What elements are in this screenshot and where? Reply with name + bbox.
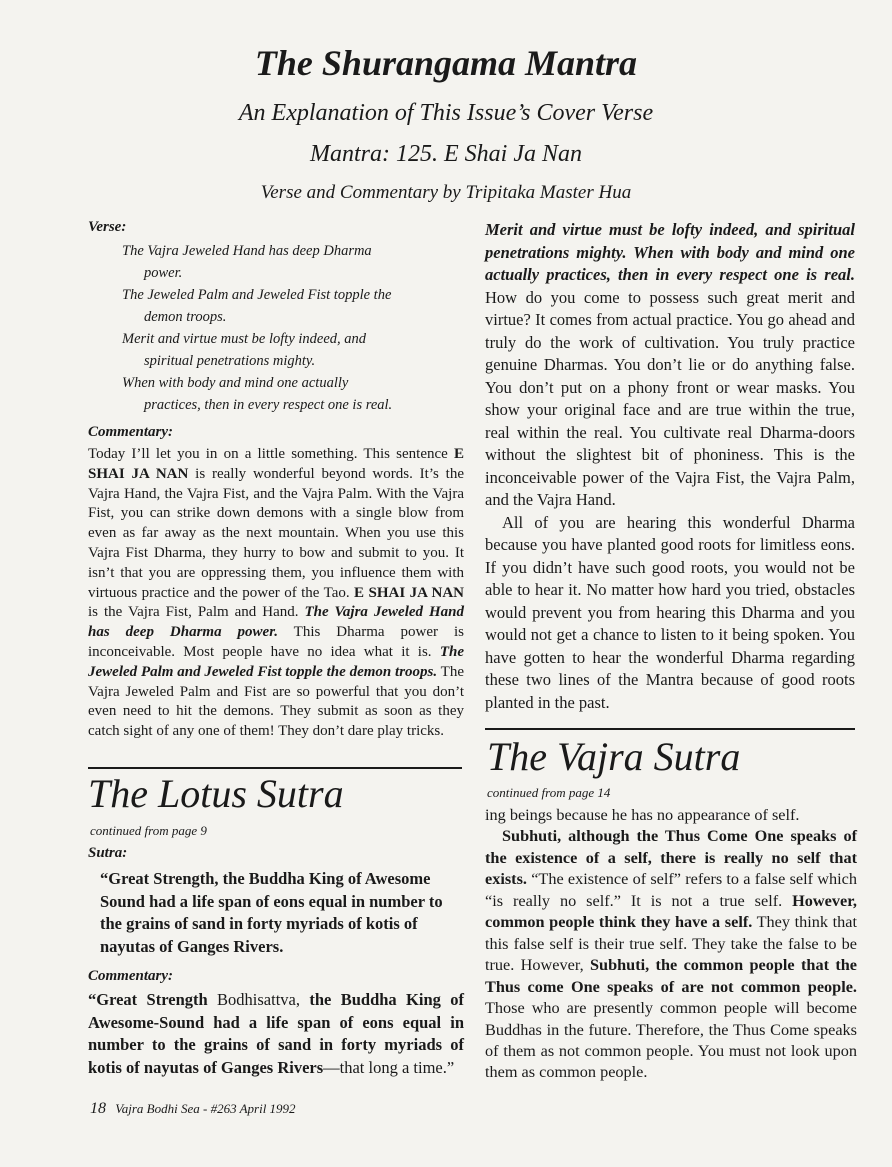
text-run: This Dharma power is inconceivable. Most people have no idea what it is. — [88, 624, 464, 660]
page-title: The Shurangama Mantra — [254, 43, 638, 83]
text-run: Today I’ll let you in on a little something. This sentence — [88, 446, 454, 462]
text-run: How do you come to possess such great merit and virtue? It comes from actual practice. You go ahead and truly do the work of cultivation. You truly practice genuine Dharmas. You don’t lie or do anything false. You don’t put on a phony front or wear masks. You show your original face and are true within the true, real within the real. You cultivate real Dharma-doors without the slightest bit of phoniness. This is the inconceivable power of the Vajra Fist, the Vajra Palm, and the Vajra Hand. — [485, 287, 855, 509]
commentary-continued — [485, 219, 855, 512]
lotus-sutra-body — [88, 845, 464, 1079]
publication-info: Vajra Bodhi Sea - #263 April 1992 — [115, 1101, 296, 1116]
sutra-label: Sutra: — [88, 845, 128, 861]
text-run: They think that this false self is their true self. They take the false to be true. However, — [485, 913, 857, 975]
commentary-label: Commentary: — [88, 424, 173, 440]
text-run-to-right-col: The Vajra Jeweled Palm and Fist are so powerful that you don’t even need to hit the demons. They submit as soon as they catch sight of any one of them! They don’t dare play tricks. — [88, 663, 464, 740]
vajra-paragraph — [485, 826, 857, 1083]
text-run: “Great Strength — [88, 990, 208, 1009]
subtitle: An Explanation of This Issue’s Cover Verse — [238, 100, 654, 126]
sutra-text: “Great Strength, the Buddha King of Awesome Sound had a life span of eons equal in number to the grains of sand in forty myriads of kotis of nayutas of Ganges Rivers. — [100, 869, 443, 956]
verse-line: The Vajra Jeweled Hand has deep Dharma — [122, 243, 372, 259]
verse-line-cont: spiritual penetrations mighty. — [144, 353, 316, 369]
commentary-paragraph-2: All of you are hearing this wonderful Dharma because you have planted good roots for limitless eons. If you didn’t have such good roots, you would not be able to hear it. No matter how hard you tried, obstacles would prevent you from hearing this Dharma and you would not get a chance to listen to it being spoken. You have gotten to hear the wonderful Dharma regarding these two lines of the Mantra because of good roots planted in the past. — [485, 512, 855, 712]
text-run: Those who are presently common people will become Buddhas in the future. Therefore, the Thus Come speaks of them as not common people. You must not look upon them as common people. — [485, 999, 857, 1082]
text-run: Bodhisattva, — [207, 990, 310, 1009]
verse-line-cont: practices, then in every respect one is real. — [144, 397, 393, 413]
verse-line: Merit and virtue must be lofty indeed, and — [122, 331, 367, 347]
mantra-article-left — [88, 219, 464, 742]
verse-line-cont: demon troops. — [144, 309, 227, 325]
mantra-article-right — [485, 219, 855, 714]
verse-line: When with body and mind one actually — [122, 375, 349, 391]
mantra-heading: Mantra: 125. E Shai Ja Nan — [310, 141, 582, 167]
vajra-sutra-title: The Vajra Sutra — [487, 734, 741, 779]
lotus-commentary — [88, 989, 464, 1079]
text-run: However, common people think they have a self. — [485, 891, 857, 932]
verse-block — [122, 240, 464, 416]
verse-quote: The Jeweled Palm and Jeweled Fist topple the demon troops. — [88, 643, 464, 680]
verse-quote: Merit and virtue must be lofty indeed, and spiritual penetrations mighty. When with body and mind one actually practices, then in every respect one is real. — [485, 220, 855, 284]
continued-note: continued from page 14 — [487, 785, 611, 800]
commentary-label: Commentary: — [88, 968, 173, 984]
lotus-sutra-title: The Lotus Sutra — [88, 771, 344, 816]
text-run: is really wonderful beyond words. It’s the Vajra Hand, the Vajra Fist, and the Vajra Palm. With the Vajra Fist, you can strike down demons with a single blow from even as far away as the next mountain. When you use this Vajra Fist Dharma, they hurry to bow and submit to you. It isn’t that you are oppressing them, you influence them with virtuous practice and the power of the Tao. — [88, 465, 464, 601]
mantra-name: E SHAI JA NAN — [88, 446, 464, 482]
text-run: Subhuti, although the Thus Come One speaks of the existence of a self, there is really no self that exists. — [485, 827, 857, 889]
text-run: the Buddha King of Awesome-Sound had a life span of eons equal in number to the grains of sand in forty myriads of kotis of nayutas of Ganges Rivers — [88, 990, 465, 1077]
vajra-paragraph: ing beings because he has no appearance of self. — [485, 806, 800, 824]
text-run: is the Vajra Fist, Palm and Hand. — [88, 604, 305, 621]
mantra-name: E SHAI JA NAN — [354, 584, 464, 601]
section-divider — [88, 767, 462, 769]
commentary-paragraph — [88, 445, 464, 742]
verse-line-cont: power. — [144, 265, 183, 281]
text-run: “The existence of self” refers to a false self which “is really no self.” It is not a true self. — [485, 870, 857, 910]
verse-line: The Jeweled Palm and Jeweled Fist topple the — [122, 287, 392, 303]
text-run: Subhuti, the common people that the Thus come One speaks of are not common people. — [485, 956, 857, 996]
byline: Verse and Commentary by Tripitaka Master Hua — [260, 182, 632, 203]
page-footer — [90, 1100, 296, 1118]
continued-note: continued from page 9 — [90, 823, 207, 838]
text-run: —that long a time.” — [323, 1057, 455, 1077]
vajra-sutra-body — [485, 805, 857, 1084]
verse-quote: The Vajra Jeweled Hand has deep Dharma power. — [88, 604, 464, 641]
page-number: 18 — [90, 1100, 106, 1117]
section-divider — [485, 728, 855, 730]
verse-label: Verse: — [88, 219, 127, 235]
